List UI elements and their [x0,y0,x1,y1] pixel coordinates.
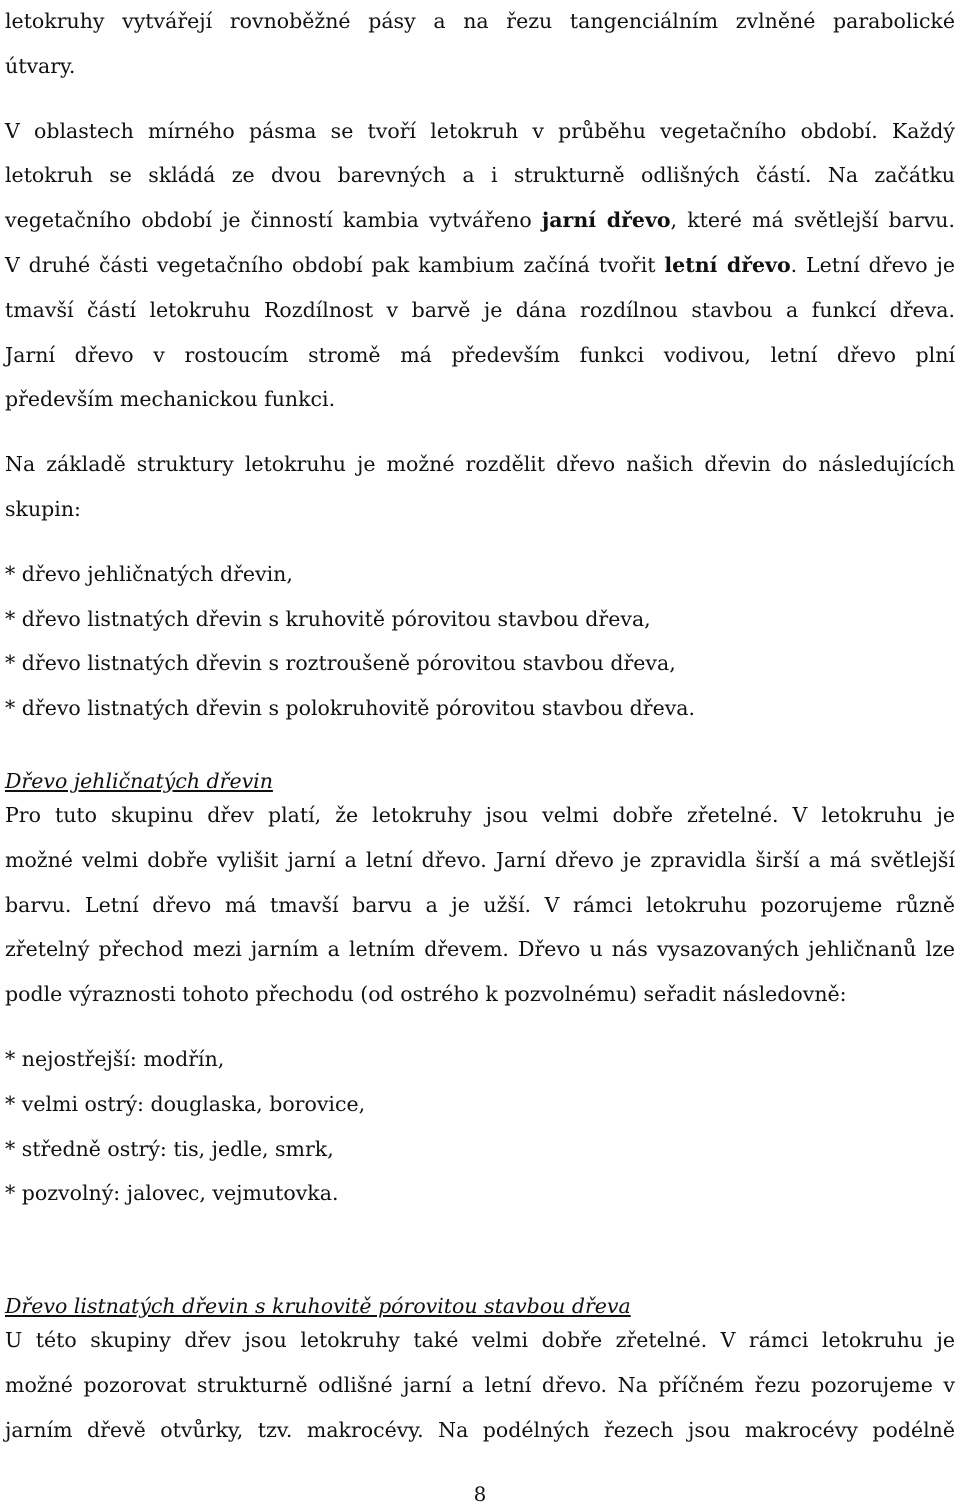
section-heading-ring-porous: Dřevo listnatých dřevin s kruhovitě pórovitou stavbou dřeva [5,1294,631,1319]
list-item: * dřevo listnatých dřevin s roztroušeně pórovitou stavbou dřeva, [5,651,676,676]
text-line: zřetelný přechod mezi jarním a letním dřevem. Dřevo u nás vysazovaných jehličnanů lze [5,937,955,962]
wood-groups-list [5,552,955,731]
text-line: letokruh se skládá ze dvou barevných a i strukturně odlišných částí. Na začátku [5,163,955,188]
transition-sharpness-list [5,1037,955,1216]
text-line: Na základě struktury letokruhu je možné rozdělit dřevo našich dřevin do následujících [5,452,955,477]
page-number: 8 [473,1482,487,1506]
list-item: * nejostřejší: modřín, [5,1046,225,1071]
text-line: V oblastech mírného pásma se tvoří letokruh v průběhu vegetačního období. Každý [5,118,955,143]
text-line: jarním dřevě otvůrky, tzv. makrocévy. Na podélných řezech jsou makrocévy podélně [5,1417,955,1442]
text-line: V druhé části vegetačního období pak kambium začíná tvořit letní dřevo. Letní dřevo je [5,252,955,277]
list-item: * velmi ostrý: douglaska, borovice, [5,1091,366,1116]
conifers-paragraph [5,793,955,1017]
intro-paragraph [5,0,955,89]
list-item: * středně ostrý: tis, jedle, smrk, [5,1136,334,1161]
text-line: možné pozorovat strukturně odlišné jarní a letní dřevo. Na příčném řezu pozorujeme v [5,1372,955,1397]
list-item: * dřevo listnatých dřevin s kruhovitě pórovitou stavbou dřeva, [5,606,651,631]
text-line: vegetačního období je činností kambia vytvářeno jarní dřevo, které má světlejší barvu. [5,208,955,233]
annual-ring-paragraph [5,109,955,423]
text-line: tmavší částí letokruhu Rozdílnost v barvě je dána rozdílnou stavbou a funkcí dřeva. [5,297,955,322]
text-line: útvary. [5,53,76,78]
text-line: Jarní dřevo v rostoucím stromě má především funkci vodivou, letní dřevo plní [5,342,955,367]
text-line: možné velmi dobře vylišit jarní a letní dřevo. Jarní dřevo je zpravidla širší a má světlejší [5,847,955,872]
text-line: letokruhy vytvářejí rovnoběžné pásy a na řezu tangenciálním zvlněné parabolické [5,9,955,33]
list-item: * pozvolný: jalovec, vejmutovka. [5,1181,339,1206]
section-heading-conifers: Dřevo jehličnatých dřevin [5,768,273,793]
text-line: především mechanickou funkci. [5,387,336,412]
text-line: Pro tuto skupinu dřev platí, že letokruhy jsou velmi dobře zřetelné. V letokruhu je [5,802,955,827]
list-item: * dřevo listnatých dřevin s polokruhovitě pórovitou stavbou dřeva. [5,696,696,721]
text-line: podle výraznosti tohoto přechodu (od ostrého k pozvolnému) seřadit následovně: [5,982,847,1007]
text-line: barvu. Letní dřevo má tmavší barvu a je užší. V rámci letokruhu pozorujeme různě [5,892,955,917]
list-item: * dřevo jehličnatých dřevin, [5,561,293,586]
text-line: skupin: [5,496,81,521]
text-line: U této skupiny dřev jsou letokruhy také velmi dobře zřetelné. V rámci letokruhu je [5,1328,955,1353]
ring-porous-paragraph [5,1318,955,1452]
document-page [5,0,955,1453]
groups-intro-paragraph [5,442,955,532]
term-latewood: letní dřevo [664,252,791,277]
term-earlywood: jarní dřevo [541,208,671,233]
